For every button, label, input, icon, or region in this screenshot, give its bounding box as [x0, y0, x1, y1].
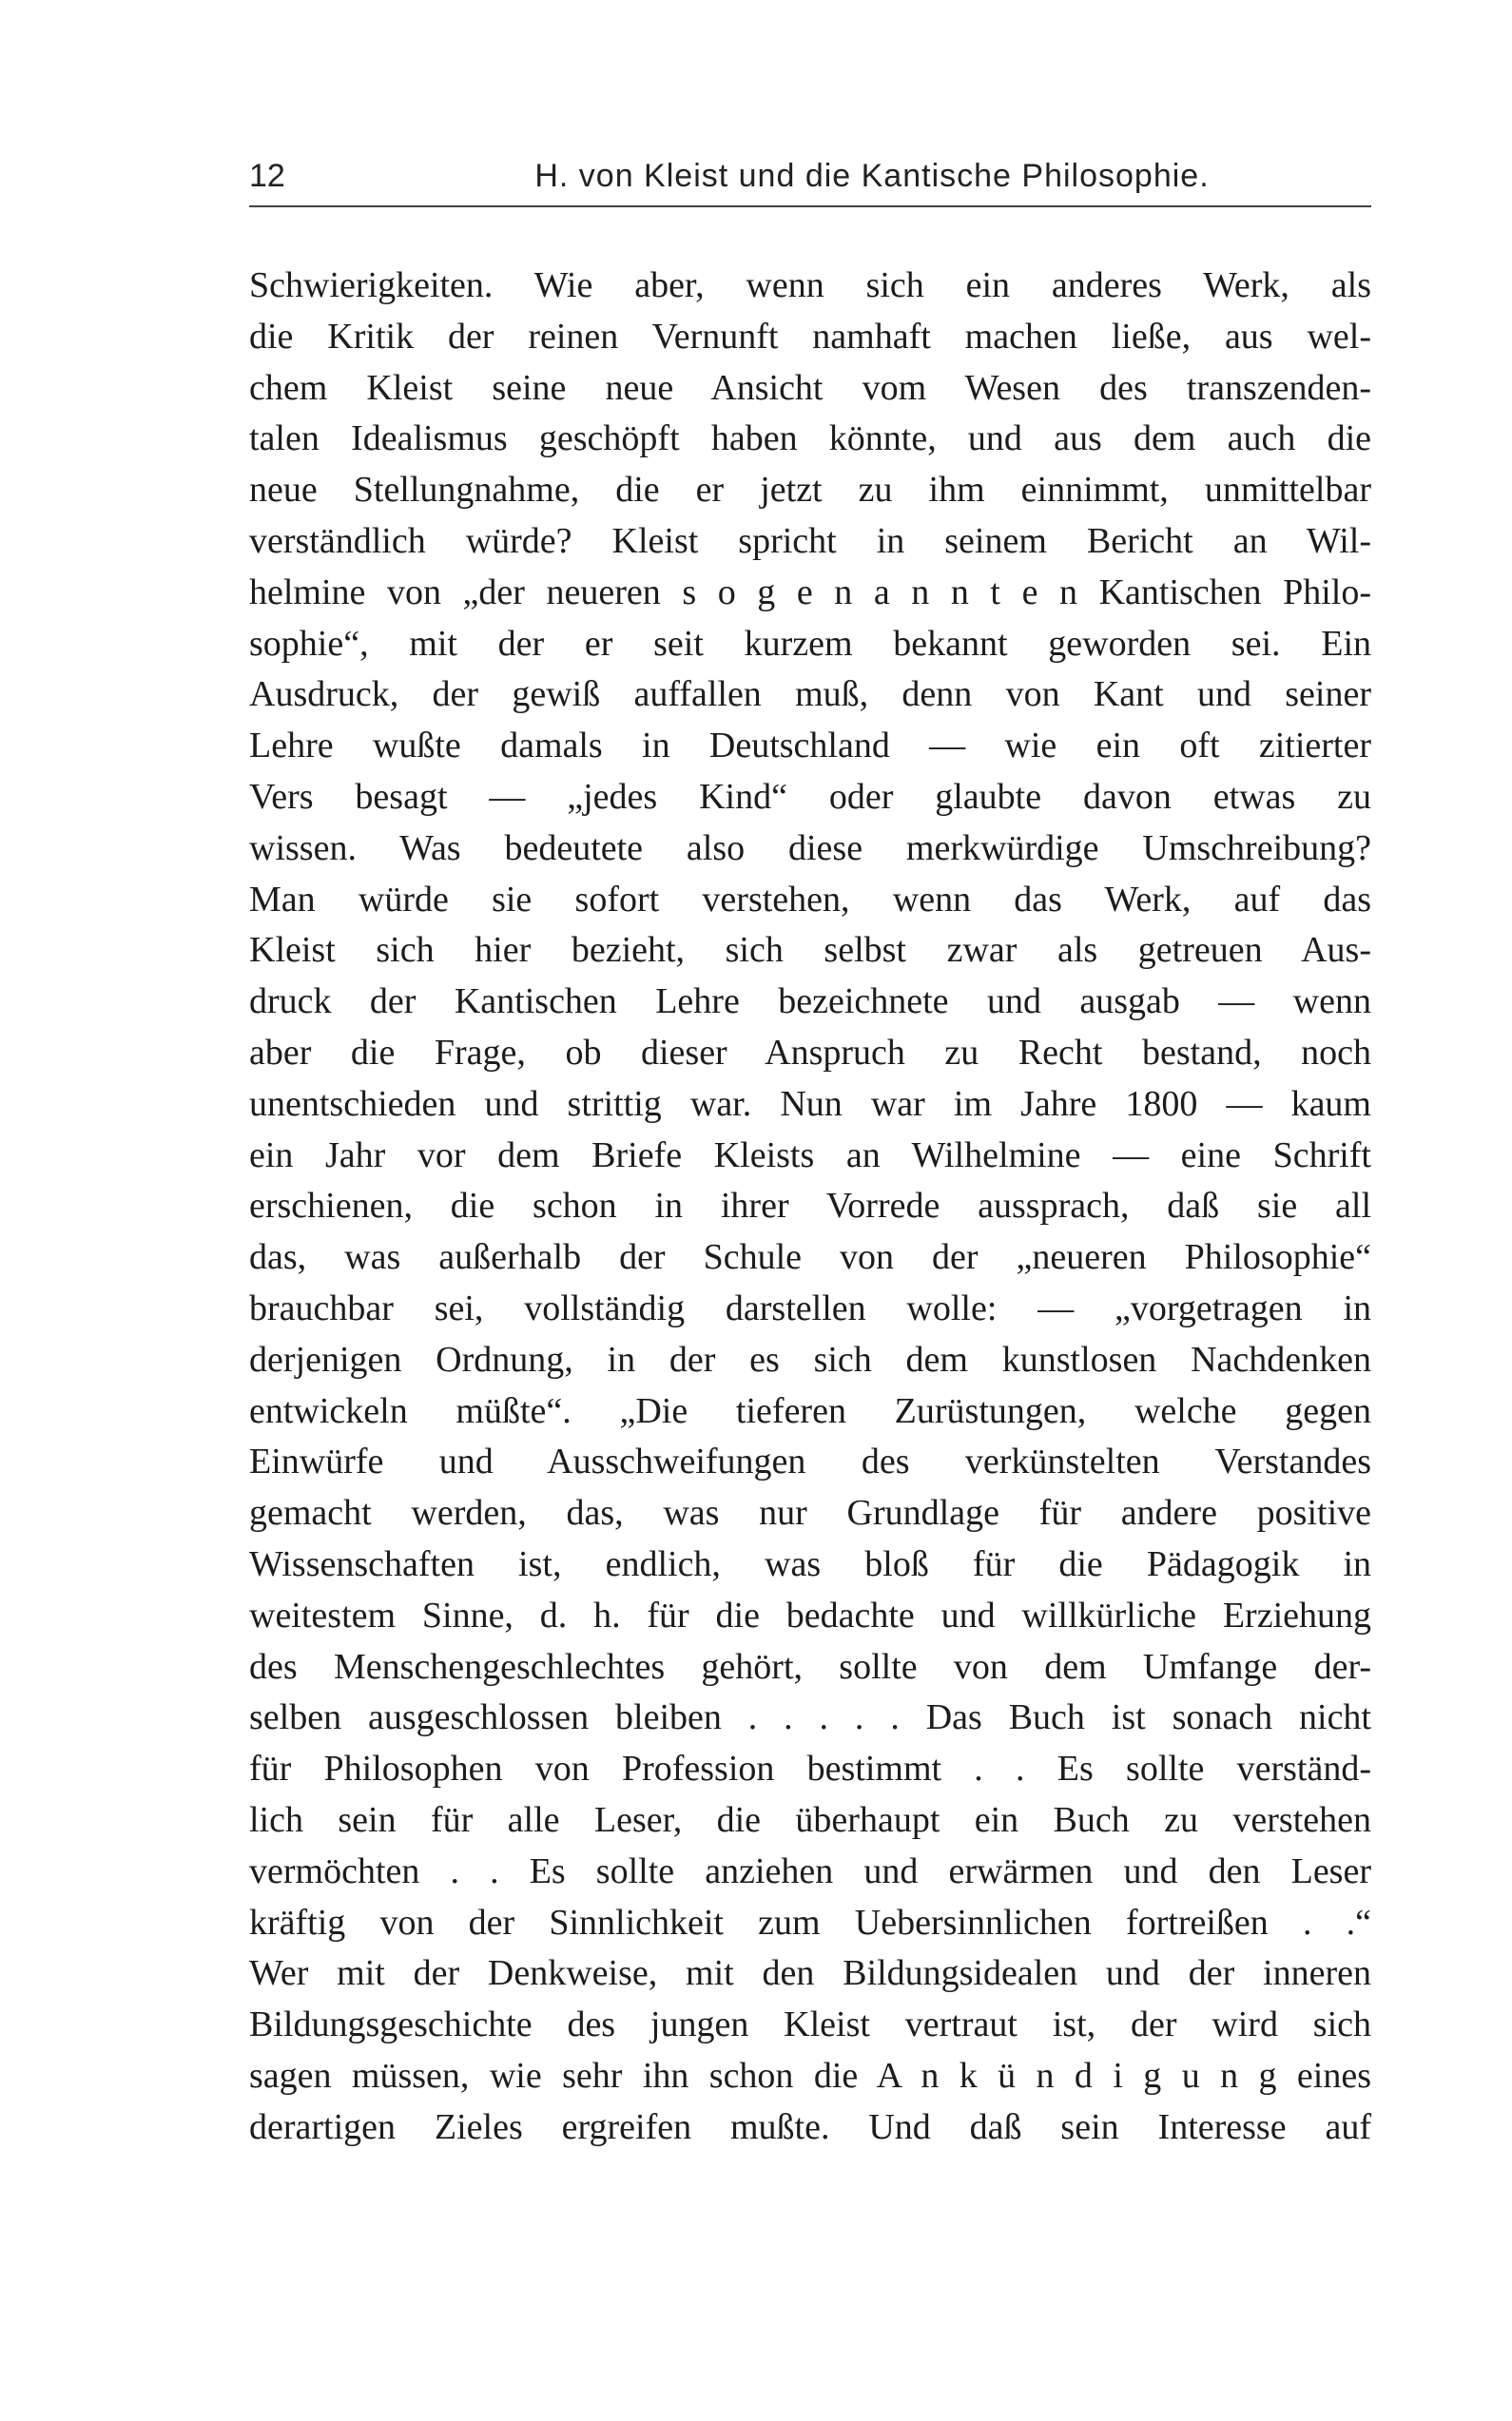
text-line: derjenigen Ordnung, in der es sich dem kunstlosen Nachdenken	[249, 1339, 1371, 1380]
text-line: lich sein für alle Leser, die überhaupt ein Buch zu verstehen	[249, 1799, 1371, 1840]
text-line: Schwierigkeiten. Wie aber, wenn sich ein anderes Werk, als	[249, 265, 1371, 305]
text-line: kräftig von der Sinnlichkeit zum Uebersinnlichen fortreißen . .“	[249, 1902, 1371, 1943]
text-line: Vers besagt — „jedes Kind“ oder glaubte davon etwas zu	[249, 776, 1371, 817]
text-line: verständlich würde? Kleist spricht in seinem Bericht an Wil-	[249, 520, 1371, 561]
text-line: selben ausgeschlossen bleiben . . . . . Das Buch ist sonach nicht	[249, 1697, 1371, 1738]
text-line: helmine von „der neueren s o g e n a n n t e n Kantischen Philo-	[249, 571, 1371, 612]
text-line: Wer mit der Denkweise, mit den Bildungsidealen und der inneren	[249, 1953, 1371, 1994]
text-line: gemacht werden, das, was nur Grundlage für andere positive	[249, 1493, 1371, 1534]
text-line: brauchbar sei, vollständig darstellen wolle: — „vorgetragen in	[249, 1288, 1371, 1328]
text-line: Einwürfe und Ausschweifungen des verkünstelten Verstandes	[249, 1442, 1371, 1482]
text-line: sagen müssen, wie sehr ihn schon die A n k ü n d i g u n g eines	[249, 2055, 1371, 2096]
text-line: weitestem Sinne, d. h. für die bedachte und willkürliche Erziehung	[249, 1595, 1371, 1636]
header-rule	[249, 205, 1371, 207]
text-line: erschienen, die schon in ihrer Vorrede aussprach, daß sie all	[249, 1186, 1371, 1227]
text-line: unentschieden und strittig war. Nun war im Jahre 1800 — kaum	[249, 1083, 1371, 1124]
text-line: entwickeln müßte“. „Die tieferen Zurüstungen, welche gegen	[249, 1390, 1371, 1431]
text-line: das, was außerhalb der Schule von der „neueren Philosophie“	[249, 1237, 1371, 1278]
text-line: vermöchten . . Es sollte anziehen und erwärmen und den Leser	[249, 1850, 1371, 1891]
text-line: Man würde sie sofort verstehen, wenn das Werk, auf das	[249, 879, 1371, 920]
text-line: chem Kleist seine neue Ansicht vom Wesen des transzenden-	[249, 367, 1371, 408]
page-header	[249, 158, 1371, 195]
text-line: derartigen Zieles ergreifen mußte. Und daß sein Interesse auf	[249, 2106, 1371, 2147]
text-line: druck der Kantischen Lehre bezeichnete und ausgab — wenn	[249, 981, 1371, 1022]
text-line: ein Jahr vor dem Briefe Kleists an Wilhelmine — eine Schrift	[249, 1134, 1371, 1175]
running-title: H. von Kleist und die Kantische Philosophie.	[534, 158, 1210, 194]
text-line: wissen. Was bedeutete also diese merkwürdige Umschreibung?	[249, 827, 1371, 868]
text-line: Kleist sich hier bezieht, sich selbst zwar als getreuen Aus-	[249, 930, 1371, 971]
text-line: Wissenschaften ist, endlich, was bloß für die Pädagogik in	[249, 1543, 1371, 1584]
page-number: 12	[249, 158, 285, 194]
text-line: für Philosophen von Profession bestimmt . . Es sollte verständ-	[249, 1749, 1371, 1790]
text-line: neue Stellungnahme, die er jetzt zu ihm einnimmt, unmittelbar	[249, 470, 1371, 511]
text-line: aber die Frage, ob dieser Anspruch zu Recht bestand, noch	[249, 1032, 1371, 1073]
text-line: des Menschengeschlechtes gehört, sollte von dem Umfange der-	[249, 1646, 1371, 1687]
text-line: Lehre wußte damals in Deutschland — wie ein oft zitierter	[249, 726, 1371, 766]
body-text	[249, 261, 1371, 2153]
text-line: Ausdruck, der gewiß auffallen muß, denn von Kant und seiner	[249, 674, 1371, 715]
text-line: talen Idealismus geschöpft haben könnte, und aus dem auch die	[249, 418, 1371, 459]
text-line: die Kritik der reinen Vernunft namhaft machen ließe, aus wel-	[249, 316, 1371, 357]
text-line: Bildungsgeschichte des jungen Kleist vertraut ist, der wird sich	[249, 2005, 1371, 2045]
text-line: sophie“, mit der er seit kurzem bekannt geworden sei. Ein	[249, 623, 1371, 664]
